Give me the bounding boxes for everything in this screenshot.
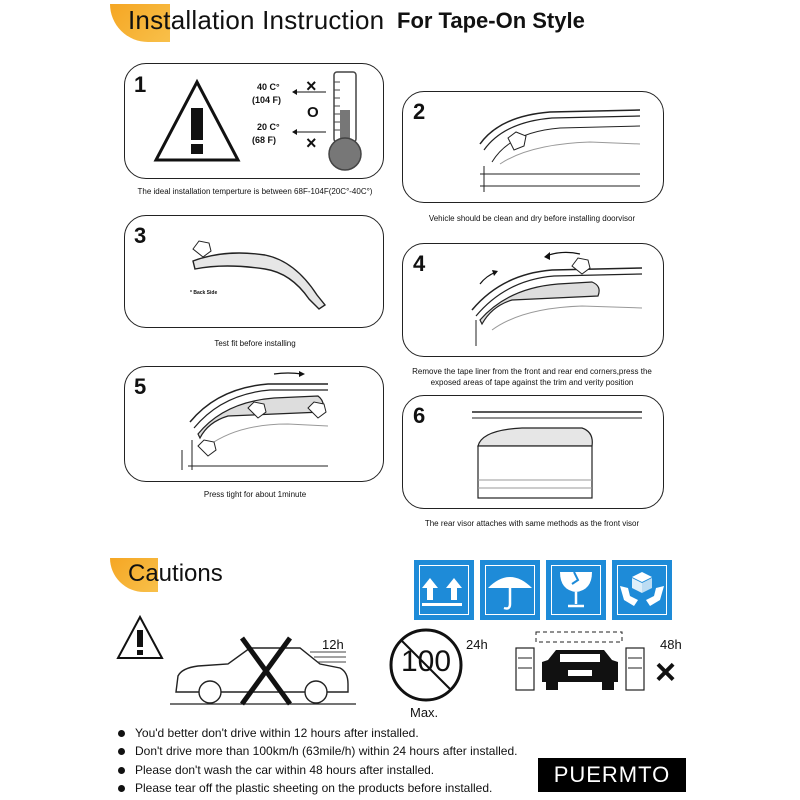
caution-bullet-text: You'd better don't drive within 12 hours after installed. [135,726,419,740]
caution-bullet-text: Please tear off the plastic sheeting on the products before installed. [135,781,493,795]
temp-high-f: (104 F) [252,95,282,105]
caution-12h-label: 12h [322,637,344,652]
step-3-note: * Back Side [190,290,218,296]
temp-low-f: (68 F) [252,135,277,145]
page-title: Installation Instruction [128,5,385,35]
step-3-number: 3 [134,223,147,248]
caution-x-mark: × [655,651,677,692]
keep-dry-icon [480,560,540,620]
step-4-number: 4 [413,251,426,276]
speed-limit-value: 100 [400,645,452,678]
caution-48h-label: 48h [660,637,682,652]
temp-high-c: 40 C° [257,82,280,92]
temp-low-c: 20 C° [257,122,280,132]
bullet-dot [118,767,125,774]
caution-bullet-3 [118,763,434,777]
step-2-illustration [470,104,650,196]
step-6-illustration [462,402,652,504]
step-6-caption: The rear visor attaches with same methods as the front visor [424,519,640,528]
caution-bullet-2 [118,744,517,758]
step-5-caption: Press tight for about 1minute [203,490,307,499]
step-3-caption: Test fit before installing [214,339,296,348]
caution-bullet-1 [118,726,419,740]
temp-ok-o: O [307,104,319,121]
no-car-wash-icon [508,630,652,710]
handle-with-care-icon [612,560,672,620]
caution-triangle-icon [115,614,165,662]
caution-24h-label: 24h [466,637,488,652]
caution-bullet-text: Please don't wash the car within 48 hours after installed. [135,763,435,777]
step-1-number: 1 [134,72,147,97]
thermometer-icon [326,70,366,172]
bullet-dot [118,730,125,737]
temp-arrows [290,85,330,150]
bullet-dot [118,748,125,755]
fragile-icon [546,560,606,620]
step-4-caption-line2: exposed areas of tape against the trim and verity position [430,378,634,387]
step-1-caption: The ideal installation temperture is between 68F-104F(20C°-40C°) [137,187,373,196]
speed-lines [310,650,350,664]
step-4-caption-line1: Remove the tape liner from the front and rear end corners,press the [412,367,652,376]
brand-label: PUERMTO [538,758,686,792]
step-5-number: 5 [134,374,147,399]
step-6-number: 6 [413,403,426,428]
temp-high-x: × [306,76,317,96]
page-subtitle: For Tape-On Style [397,8,585,33]
caution-bullet-text: Don't drive more than 100km/h (63mile/h) within 24 hours after installed. [135,744,518,758]
step-3-illustration [185,235,335,315]
speed-limit-max: Max. [410,705,439,720]
step-5-illustration [178,366,338,474]
step-2-caption: Vehicle should be clean and dry before installing doorvisor [428,214,636,223]
step-2-number: 2 [413,99,426,124]
warning-triangle-icon [152,78,242,164]
step-4-illustration [462,248,652,348]
cautions-title: Cautions [128,560,223,587]
this-way-up-icon [414,560,474,620]
temp-low-x: × [306,133,317,153]
bullet-dot [118,785,125,792]
caution-bullet-4 [118,781,492,795]
